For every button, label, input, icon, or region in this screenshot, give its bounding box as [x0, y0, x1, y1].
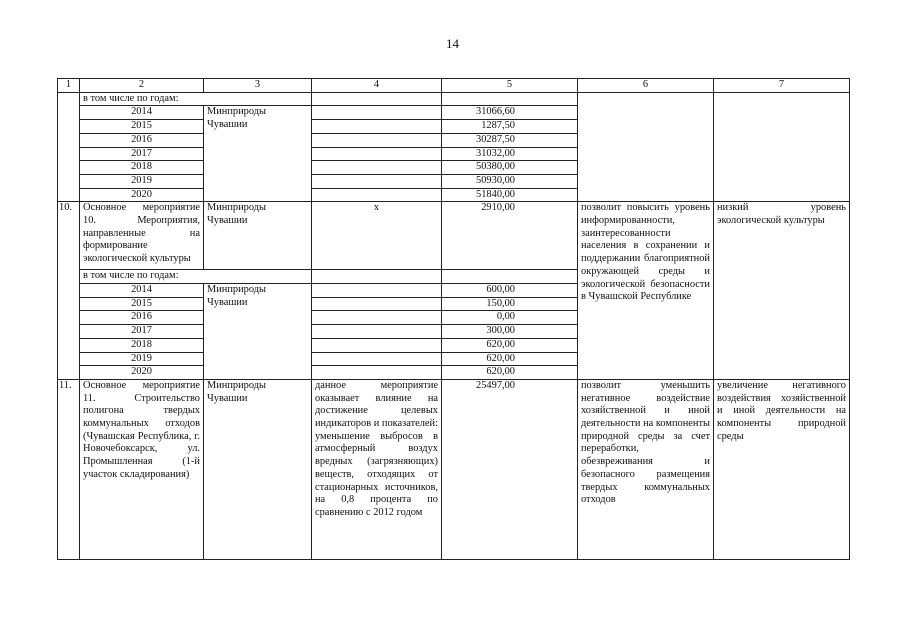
number-cell: 10. — [58, 202, 80, 270]
years-label: в том числе по годам: — [80, 270, 312, 284]
result-cell: позволит уменьшить негативное воздействие хозяйственной и иной деятельности на компоненты природной среды за счет переработки, обезвреживания и безопасного размещения твердых коммунальных отходов — [578, 379, 714, 559]
year-cell: 2018 — [80, 338, 204, 352]
indicator-cell — [312, 325, 442, 339]
indicator-cell — [312, 366, 442, 380]
year-cell: 2018 — [80, 161, 204, 175]
number-cell — [58, 92, 80, 106]
amount-cell: 600,00 — [442, 284, 578, 298]
number-cell — [58, 270, 80, 284]
amount-cell: 31066,60 — [442, 106, 578, 120]
number-cell — [58, 120, 80, 134]
indicator-cell — [312, 106, 442, 120]
number-cell — [58, 147, 80, 161]
amount-cell: 51840,00 — [442, 188, 578, 202]
indicator-cell — [312, 297, 442, 311]
year-cell: 2016 — [80, 133, 204, 147]
header-cell: 6 — [578, 79, 714, 93]
indicator-cell — [312, 270, 442, 284]
header-cell: 2 — [80, 79, 204, 93]
number-cell: 11. — [58, 379, 80, 559]
responsible-cell: Минприроды Чувашии — [204, 106, 312, 202]
amount-cell: 150,00 — [442, 297, 578, 311]
indicator-cell — [312, 92, 442, 106]
year-cell: 2014 — [80, 106, 204, 120]
indicator-cell — [312, 188, 442, 202]
result-cell — [578, 92, 714, 202]
amount-cell: 0,00 — [442, 311, 578, 325]
year-cell: 2017 — [80, 325, 204, 339]
amount-cell: 25497,00 — [442, 379, 578, 559]
year-cell: 2015 — [80, 120, 204, 134]
indicator-cell: х — [312, 202, 442, 270]
year-cell: 2019 — [80, 352, 204, 366]
result-cell: позволит повысить уровень информированности, заинтересованности населения в сохранении и поддержании благоприятной окружающей среды и экологической безопасности в Чувашской Республике — [578, 202, 714, 380]
indicator-cell — [312, 120, 442, 134]
amount-cell: 30287,50 — [442, 133, 578, 147]
amount-cell: 50930,00 — [442, 174, 578, 188]
amount-cell: 31032,00 — [442, 147, 578, 161]
header-cell: 4 — [312, 79, 442, 93]
number-cell — [58, 188, 80, 202]
amount-cell: 50380,00 — [442, 161, 578, 175]
year-cell: 2014 — [80, 284, 204, 298]
consequence-cell — [714, 92, 850, 202]
number-cell — [58, 106, 80, 120]
indicator-cell — [312, 284, 442, 298]
indicator-cell — [312, 161, 442, 175]
year-cell: 2016 — [80, 311, 204, 325]
year-cell: 2020 — [80, 366, 204, 380]
amount-cell — [442, 270, 578, 284]
indicator-cell — [312, 338, 442, 352]
consequence-cell: увеличение негативного воздействия хозяйственной и иной деятельности на компоненты природной среды — [714, 379, 850, 559]
number-cell — [58, 338, 80, 352]
amount-cell — [442, 92, 578, 106]
header-cell: 7 — [714, 79, 850, 93]
consequence-cell: низкий уровень экологической культуры — [714, 202, 850, 380]
header-row — [58, 79, 850, 93]
measure-name-cell: Основное мероприятие 10. Мероприятия, направленные на формирование экологической культуры — [80, 202, 204, 270]
table-row — [58, 379, 850, 559]
amount-cell: 2910,00 — [442, 202, 578, 270]
indicator-cell — [312, 311, 442, 325]
responsible-cell: Минприроды Чувашии — [204, 379, 312, 559]
page-number: 14 — [446, 36, 459, 51]
indicator-cell — [312, 174, 442, 188]
indicator-cell — [312, 133, 442, 147]
responsible-cell: Минприроды Чувашии — [204, 202, 312, 270]
indicator-cell — [312, 352, 442, 366]
measure-name-cell: Основное мероприятие 11. Строительство полигона твердых коммунальных отходов (Чувашская Республика, г. Новочебоксарск, ул. Промышленная (1-й участок складирования) — [80, 379, 204, 559]
table-row — [58, 92, 850, 106]
number-cell — [58, 325, 80, 339]
number-cell — [58, 297, 80, 311]
responsible-cell: Минприроды Чувашии — [204, 284, 312, 380]
number-cell — [58, 161, 80, 175]
year-cell: 2017 — [80, 147, 204, 161]
number-cell — [58, 352, 80, 366]
number-cell — [58, 284, 80, 298]
number-cell — [58, 311, 80, 325]
years-label: в том числе по годам: — [80, 92, 312, 106]
indicator-cell: данное мероприятие оказывает влияние на достижение целевых индикаторов и показателей: уменьшение выбросов в атмосферный воздух вредных (загрязняющих) веществ, отходящих от стационарных источников, на 0,8 процента по сравнению с 2012 годом — [312, 379, 442, 559]
amount-cell: 1287,50 — [442, 120, 578, 134]
year-cell: 2019 — [80, 174, 204, 188]
measures-table — [57, 78, 850, 560]
table-row — [58, 202, 850, 270]
amount-cell: 620,00 — [442, 366, 578, 380]
year-cell: 2020 — [80, 188, 204, 202]
amount-cell: 620,00 — [442, 352, 578, 366]
number-cell — [58, 133, 80, 147]
indicator-cell — [312, 147, 442, 161]
header-cell: 1 — [58, 79, 80, 93]
header-cell: 5 — [442, 79, 578, 93]
header-cell: 3 — [204, 79, 312, 93]
number-cell — [58, 366, 80, 380]
year-cell: 2015 — [80, 297, 204, 311]
number-cell — [58, 174, 80, 188]
amount-cell: 300,00 — [442, 325, 578, 339]
amount-cell: 620,00 — [442, 338, 578, 352]
